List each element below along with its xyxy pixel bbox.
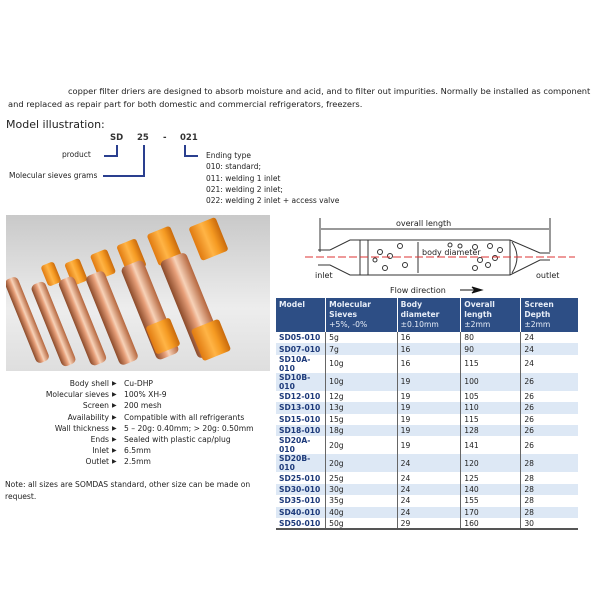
table-cell: 26	[521, 373, 578, 391]
spec-value: 100% XH-9	[124, 390, 167, 400]
header-title: Overall length	[464, 300, 495, 319]
table-cell: 24	[521, 343, 578, 354]
table-cell: 110	[461, 402, 521, 413]
header-tolerance: +5%, -0%	[329, 320, 368, 329]
table-cell: 20g	[326, 436, 398, 454]
table-cell: 50g	[326, 518, 398, 529]
table-cell: 141	[461, 436, 521, 454]
spec-row	[0, 456, 280, 467]
intro-paragraph: copper filter driers are designed to absorb moisture and acid, and to filter out impurities. Normally be installed as component and replaced as repair part for both domestic and commercial refrigerators, freezers.	[8, 86, 591, 109]
table-cell: 24	[397, 454, 461, 472]
overall-length-label: overall length	[396, 219, 452, 228]
spec-value: 2.5mm	[124, 457, 151, 467]
table-cell: 26	[521, 402, 578, 413]
spec-row	[0, 445, 280, 456]
header-title: Screen Depth	[524, 300, 554, 319]
table-cell: 10g	[326, 373, 398, 391]
table-cell: 125	[461, 472, 521, 483]
spec-row	[0, 412, 280, 423]
code-part-ending: 021	[180, 133, 198, 143]
table-cell: SD35-010	[276, 495, 326, 506]
table-cell: 160	[461, 518, 521, 529]
table-cell: 5g	[326, 332, 398, 343]
table-cell: SD18-010	[276, 425, 326, 436]
product-label: product	[62, 150, 91, 159]
sieves-label: Molecular sieves grams	[9, 171, 98, 180]
spec-row	[0, 423, 280, 434]
table-cell: SD40-010	[276, 507, 326, 518]
column-header	[326, 298, 398, 332]
header-tolerance: ±0.10mm	[400, 320, 439, 329]
ending-types	[206, 150, 339, 206]
table-cell: 120	[461, 454, 521, 472]
table-cell: SD30-010	[276, 484, 326, 495]
table-cell: 24	[397, 507, 461, 518]
table-cell: 19	[397, 425, 461, 436]
spec-value: Sealed with plastic cap/plug	[124, 435, 231, 445]
table-cell: 19	[397, 391, 461, 402]
product-photo	[6, 215, 270, 371]
table-cell: 28	[524, 496, 535, 506]
table-row	[276, 518, 578, 529]
table-cell: 19	[397, 402, 461, 413]
column-header	[461, 298, 521, 332]
table-cell: 18g	[326, 425, 398, 436]
model-table	[276, 298, 578, 530]
table-cell: 15g	[326, 414, 398, 425]
flow-arrow-icon	[460, 287, 482, 293]
table-cell: SD10B-010	[276, 373, 326, 391]
table-cell: 16	[397, 332, 461, 343]
spec-key: Ends	[90, 435, 109, 445]
table-cell: 100	[461, 373, 521, 391]
spec-value: 5 – 20g: 0.40mm; > 20g: 0.50mm	[124, 423, 254, 433]
table-cell: 28	[521, 484, 578, 495]
triangle-right-icon: ▶	[112, 424, 117, 432]
table-cell: 16	[397, 355, 461, 373]
table-cell: 40g	[326, 507, 398, 518]
spec-row	[0, 400, 280, 411]
header-tolerance: ±2mm	[464, 320, 491, 329]
table-cell: 80	[461, 332, 521, 343]
table-cell: 25g	[326, 472, 398, 483]
triangle-right-icon: ▶	[112, 391, 117, 399]
triangle-right-icon: ▶	[112, 413, 117, 421]
ending-type: 010: standard;	[206, 162, 262, 172]
table-cell: SD13-010	[276, 402, 326, 413]
spec-list	[0, 378, 280, 468]
table-cell: 30	[521, 518, 578, 529]
table-cell: 26	[521, 425, 578, 436]
table-row	[276, 436, 578, 454]
column-header	[276, 298, 326, 332]
model-illustration-title: Model illustration:	[6, 118, 105, 131]
ending-title: Ending type	[206, 151, 251, 160]
table-cell: 16	[397, 343, 461, 354]
table-cell: SD05-010	[276, 332, 326, 343]
spec-key: Inlet	[92, 446, 109, 456]
table-cell: SD15-010	[276, 414, 326, 425]
ending-type: 011: welding 1 inlet	[206, 173, 281, 183]
table-row	[276, 391, 578, 402]
code-part-dash: -	[163, 133, 167, 143]
table-row	[276, 414, 578, 425]
body-diameter-label: body diameter	[422, 248, 481, 257]
table-cell: 115	[461, 355, 521, 373]
table-cell: 28	[521, 454, 578, 472]
table-cell: 35g	[326, 495, 398, 506]
table-cell: 26	[524, 440, 535, 450]
table-cell: 24	[524, 333, 535, 343]
spec-value: 200 mesh	[124, 401, 162, 411]
table-row	[276, 402, 578, 413]
table-row	[276, 425, 578, 436]
table-cell: 24	[397, 484, 461, 495]
triangle-right-icon: ▶	[112, 402, 117, 410]
table-cell: 30g	[326, 484, 398, 495]
spec-key: Wall thickness	[54, 423, 109, 433]
spec-row	[0, 389, 280, 400]
column-header	[397, 298, 461, 332]
table-row	[276, 484, 578, 495]
triangle-right-icon: ▶	[112, 458, 117, 466]
table-row	[276, 454, 578, 472]
header-title: Molecular Sieves	[329, 300, 372, 319]
connector-line	[104, 155, 118, 157]
code-part-grams: 25	[137, 133, 149, 143]
table-row	[276, 373, 578, 391]
table-cell: 13g	[326, 402, 398, 413]
ending-type: 022: welding 2 inlet + access valve	[206, 196, 340, 206]
ending-type: 021: welding 2 inlet;	[206, 184, 283, 194]
table-cell: 26	[524, 391, 535, 401]
spec-key: Molecular sieves	[45, 390, 109, 400]
table-row	[276, 355, 578, 373]
outlet-label: outlet	[536, 271, 560, 280]
spec-value: 6.5mm	[124, 446, 151, 456]
table-row	[276, 507, 578, 518]
spec-row	[0, 378, 280, 389]
spec-value: Cu-DHP	[124, 379, 153, 388]
table-cell: SD10A-010	[276, 355, 326, 373]
table-cell: SD50-010	[276, 518, 326, 529]
connector-line	[103, 175, 145, 177]
table-cell: 170	[461, 507, 521, 518]
table-cell: 24	[524, 359, 535, 369]
table-row	[276, 472, 578, 483]
table-cell: 20g	[326, 454, 398, 472]
table-cell: 12g	[326, 391, 398, 402]
header-tolerance: ±2mm	[524, 320, 551, 329]
table-cell: 7g	[326, 343, 398, 354]
spec-row	[0, 434, 280, 445]
triangle-right-icon: ▶	[112, 436, 117, 444]
table-cell: SD20A-010	[276, 436, 326, 454]
table-cell: 105	[461, 391, 521, 402]
note: Note: all sizes are SOMDAS standard, other size can be made on request.	[5, 480, 251, 501]
table-cell: SD20B-010	[276, 454, 326, 472]
connector-line	[184, 155, 198, 157]
table-row	[276, 495, 578, 506]
table-cell: 115	[461, 414, 521, 425]
spec-key: Availability	[67, 412, 109, 422]
table-cell: 24	[397, 472, 461, 483]
table-cell: 28	[524, 473, 535, 483]
table-cell: 28	[521, 507, 578, 518]
table-row	[276, 343, 578, 354]
inlet-label: inlet	[315, 271, 333, 280]
column-header	[521, 298, 578, 332]
connector-line	[143, 145, 145, 177]
spec-key: Outlet	[85, 457, 109, 467]
table-cell: 90	[461, 343, 521, 354]
filter-drier-diagram	[300, 210, 580, 300]
table-cell: SD12-010	[276, 391, 326, 402]
table-row	[276, 332, 578, 343]
spec-key: Screen	[82, 401, 109, 411]
table-cell: 155	[461, 495, 521, 506]
table-cell: 140	[461, 484, 521, 495]
triangle-right-icon: ▶	[112, 447, 117, 455]
table-cell: 26	[524, 414, 535, 424]
table-cell: 24	[397, 495, 461, 506]
table-cell: 29	[397, 518, 461, 529]
table-cell: SD07-010	[276, 343, 326, 354]
code-part-sd: SD	[110, 133, 124, 143]
table-cell: SD25-010	[276, 472, 326, 483]
table-cell: 10g	[326, 355, 398, 373]
header-title: Body diameter	[400, 300, 440, 319]
spec-key: Body shell	[69, 379, 109, 388]
flow-direction-label: Flow direction	[390, 286, 446, 295]
triangle-right-icon: ▶	[112, 380, 117, 387]
table-cell: 19	[397, 414, 461, 425]
spec-value: Compatible with all refrigerants	[124, 412, 245, 422]
table-cell: 19	[397, 436, 461, 454]
table-cell: 128	[461, 425, 521, 436]
header-title: Model	[279, 300, 305, 309]
table-cell: 19	[397, 373, 461, 391]
